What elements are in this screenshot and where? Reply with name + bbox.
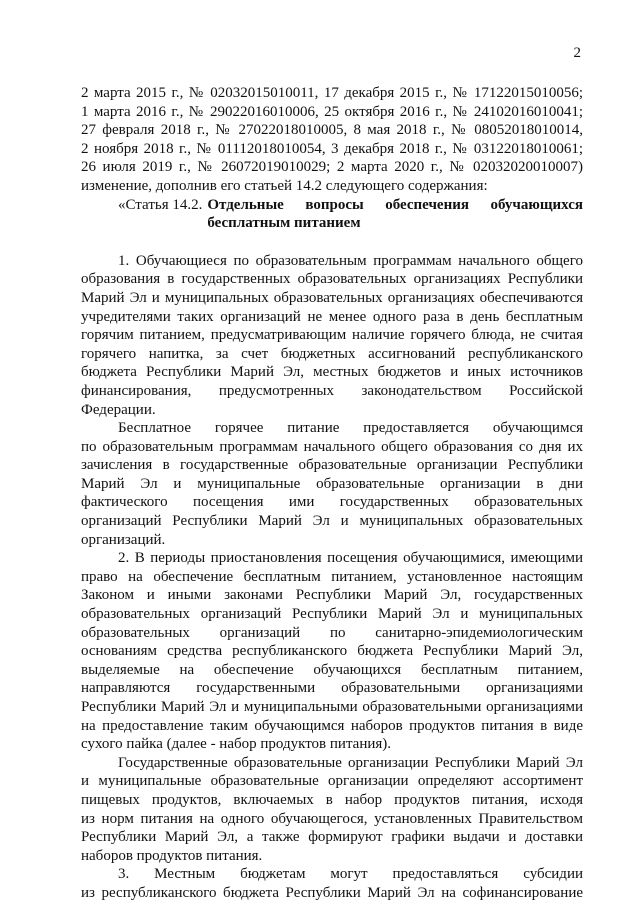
text-line: право на обеспечение бесплатным питанием, установленное настоящим [81,568,583,585]
article-title-line: бесплатным питанием [207,215,361,232]
text-line: горячим питанием, предусматривающим наличие горячего блюда, не считая [81,327,583,344]
text-line: 27 февраля 2018 г., № 27022018010005, 8 мая 2018 г., № 08052018010014, [81,122,583,139]
text-line: учредителями таких организаций не менее одного раза в день бесплатным [81,308,583,325]
text-line: и муниципальные образовательные организации определяют ассортимент [81,773,583,790]
text-line: из норм питания на одного обучающегося, установленных Правительством [81,810,583,827]
text-line: по образовательным программам начального общего образования со дня их [81,438,583,455]
text-line: Республики Марий Эл и муниципальными образовательными организациями [81,699,583,715]
text-line: Государственные образовательные организации Республики Марий Эл [118,754,583,771]
text-line: 1. Обучающиеся по образовательным программам начального общего [118,252,583,269]
text-line: на предоставление таким обучающимся наборов продуктов питания в виде [81,717,583,734]
text-line: выделяемые на обеспечение обучающихся бесплатным питанием, [81,661,583,678]
spacer [81,233,583,252]
text-line: Марий Эл и муниципальные образовательные организации в дни [81,475,583,492]
text-line: образовательных организаций Республики Марий Эл и муниципальных [81,606,583,623]
paragraph-2 [81,419,583,549]
text-line: наборов продуктов питания. [81,847,263,864]
text-line: образования в государственных образовательных организациях Республики [81,271,583,288]
text-line: 2. В периоды приостановления посещения обучающимися, имеющими [118,550,583,567]
text-line: сухого пайка (далее - набор продуктов питания). [81,736,392,753]
intro-block [81,84,583,196]
article-title [207,196,583,233]
text-line: образовательных организаций по санитарно-эпидемиологическим [81,624,583,641]
text-line: 1 марта 2016 г., № 29022016010006, 25 октября 2016 г., № 24102016010041; [81,103,583,120]
text-line: Законом и иными законами Республики Марий Эл, государственных [81,587,583,604]
text-line: 3. Местным бюджетам могут предоставляться субсидии [118,866,583,883]
paragraph-3 [81,549,583,754]
paragraph-5 [81,865,583,902]
text-line: Федерации. [81,401,156,418]
text-line: основаниям средства республиканского бюджета Республики Марий Эл, [81,643,583,660]
text-line: из республиканского бюджета Республики Марий Эл на софинансирование [81,884,583,901]
paragraph-4 [81,754,583,866]
article-heading [81,196,583,233]
text-line: финансирования, предусмотренных законодательством Российской [81,382,583,399]
text-line: Республики Марий Эл, а также формируют графики выдачи и доставки [81,829,583,846]
paragraph-1 [81,252,583,419]
text-line: пищевых продуктов, включаемых в набор продуктов питания, исходя [81,791,583,808]
text-line: изменение, дополнив его статьей 14.2 следующего содержания: [81,177,488,194]
text-line: зачисления в государственные образовательные организации Республики [81,457,583,474]
text-line: Марий Эл и муниципальных образовательных организациях обеспечиваются [81,289,583,306]
text-line: бюджета Республики Марий Эл, местных бюджетов и иных источников [81,364,583,381]
document-body [81,84,583,903]
text-line: 2 ноября 2018 г., № 01112018010054, 3 декабря 2018 г., № 03122018010061; [81,140,583,157]
text-line: организаций Республики Марий Эл и муниципальных образовательных [81,513,583,530]
article-number: «Статья 14.2. [118,196,203,213]
text-line: Бесплатное горячее питание предоставляется обучающимся [118,420,583,437]
text-line: 2 марта 2015 г., № 02032015010011, 17 декабря 2015 г., № 17122015010056; [81,85,583,101]
page-number: 2 [573,45,581,61]
text-line: фактического посещения ими государственных образовательных [81,494,583,511]
text-line: горячего напитка, за счет бюджетных ассигнований республиканского [81,345,583,362]
text-line: 26 июля 2019 г., № 26072019010029; 2 марта 2020 г., № 02032020010007) [81,159,583,176]
text-line: направляются государственными образовательными организациями [81,680,583,697]
text-line: организаций. [81,531,166,548]
article-title-line: Отдельные вопросы обеспечения обучающихся [207,196,583,213]
